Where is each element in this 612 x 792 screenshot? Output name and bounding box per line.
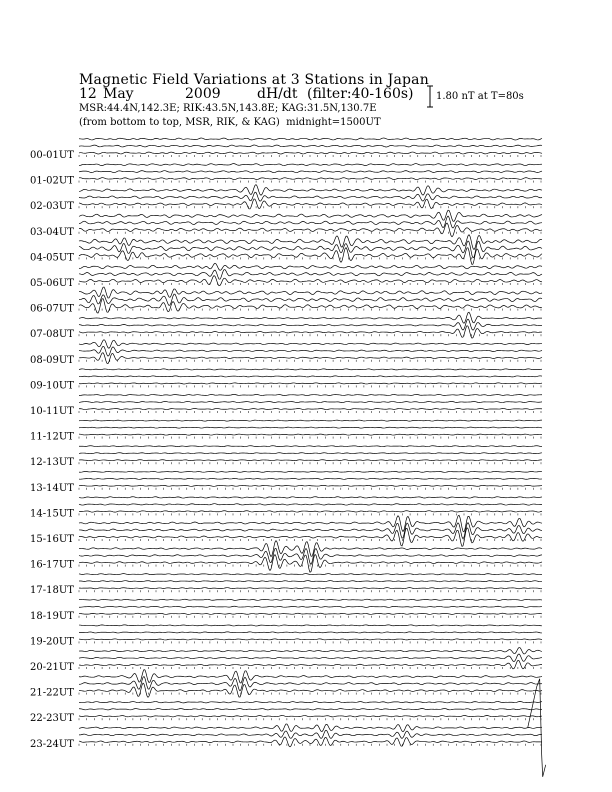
order-note: (from bottom to top, MSR, RIK, & KAG)	[79, 117, 280, 128]
trace-msr	[79, 460, 542, 461]
trace-kag	[79, 574, 542, 575]
date-day: 12	[79, 86, 97, 102]
hour-label: 21-22UT	[30, 687, 74, 699]
trace-kag	[79, 599, 542, 600]
hour-label: 05-06UT	[30, 278, 74, 289]
trace-rik	[79, 145, 542, 147]
hour-label: 22-23UT	[30, 713, 74, 725]
date-month: May	[103, 86, 134, 102]
trace-rik	[79, 523, 542, 539]
trace-msr	[79, 683, 542, 697]
trace-msr	[79, 408, 542, 409]
trace-kag	[79, 497, 542, 498]
trace-rik	[79, 294, 542, 305]
hour-label: 19-20UT	[30, 636, 74, 648]
trace-rik	[79, 654, 542, 662]
date-year: 2009	[185, 86, 221, 102]
trace-msr	[79, 383, 542, 384]
trace-kag	[79, 420, 542, 421]
hour-label: 07-08UT	[30, 329, 74, 341]
trace-rik	[79, 171, 542, 173]
trace-msr	[79, 528, 542, 547]
hour-label: 14-15UT	[30, 508, 74, 520]
chart-title: Magnetic Field Variations at 3 Stations in Japan	[79, 72, 429, 88]
trace-kag	[79, 287, 542, 298]
trace-msr	[79, 223, 542, 237]
trace-msr	[79, 485, 542, 486]
hour-label: 01-02UT	[30, 175, 74, 187]
hour-label: 18-19UT	[30, 610, 74, 622]
trace-kag	[79, 541, 542, 557]
trace-msr	[79, 613, 542, 614]
hour-label: 02-03UT	[30, 201, 74, 213]
trace-kag	[79, 369, 542, 370]
hour-label: 08-09UT	[30, 354, 74, 366]
trace-rik	[79, 453, 542, 454]
trace-kag	[79, 394, 542, 395]
hour-label: 10-11UT	[30, 406, 74, 417]
scale-bar-label: 1.80 nT at T=80s	[436, 91, 524, 102]
hour-label: 17-18UT	[30, 585, 74, 597]
trace-kag	[79, 446, 542, 447]
hour-label: 13-14UT	[30, 482, 74, 494]
hour-label: 04-05UT	[30, 252, 74, 264]
trace-msr	[79, 588, 542, 589]
trace-kag	[79, 471, 542, 472]
trace-rik	[79, 581, 542, 582]
midnight-note: midnight=1500UT	[286, 117, 381, 128]
trace-rik	[79, 677, 542, 691]
trace-rik	[79, 548, 542, 564]
trace-msr	[79, 715, 542, 716]
filter-label: (filter:40-160s)	[307, 86, 414, 102]
trace-kag	[79, 235, 542, 250]
hour-label: 16-17UT	[30, 559, 74, 571]
trace-rik	[79, 270, 542, 280]
hour-label: 23-24UT	[30, 738, 74, 750]
hour-label: 06-07UT	[30, 303, 74, 315]
trace-rik	[79, 504, 542, 505]
trace-rik	[79, 709, 542, 710]
trace-msr	[79, 353, 542, 364]
trace-rik	[79, 478, 542, 479]
trace-msr	[79, 178, 542, 180]
trace-msr	[79, 326, 542, 338]
trace-rik	[79, 376, 542, 377]
trace-rik	[79, 241, 542, 258]
trace-rik	[79, 346, 542, 356]
hour-label: 20-21UT	[30, 662, 74, 673]
trace-kag	[79, 185, 542, 196]
trace-msr	[79, 152, 542, 154]
trace-kag	[79, 701, 542, 702]
trace-rik	[79, 192, 542, 201]
trace-msr	[79, 639, 542, 640]
trace-msr	[79, 511, 542, 512]
trace-kag	[79, 312, 542, 323]
hour-label: 11-12UT	[30, 431, 74, 443]
trace-msr	[79, 434, 542, 435]
trace-rik	[79, 632, 542, 633]
station-coordinates: MSR:44.4N,142.3E; RIK:43.5N,143.8E; KAG:31.5N,130.7E	[79, 103, 377, 114]
trace-rik	[79, 730, 542, 738]
trace-kag	[79, 670, 542, 684]
trace-rik	[79, 606, 542, 607]
trace-rik	[79, 216, 542, 228]
trace-kag	[79, 210, 542, 221]
trace-kag	[79, 340, 542, 349]
hour-label: 12-13UT	[30, 457, 74, 469]
trace-rik	[79, 401, 542, 402]
trace-kag	[79, 647, 542, 654]
trace-kag	[79, 724, 542, 732]
trace-rik	[79, 319, 542, 330]
trace-kag	[79, 625, 542, 626]
trace-kag	[79, 164, 542, 166]
hour-label: 00-01UT	[30, 150, 74, 161]
quantity-label: dH/dt	[257, 86, 298, 102]
hour-label: 09-10UT	[30, 380, 74, 392]
trace-rik	[79, 427, 542, 428]
hour-label: 15-16UT	[30, 534, 74, 545]
trace-kag	[79, 138, 542, 140]
hour-label: 03-04UT	[30, 226, 74, 238]
